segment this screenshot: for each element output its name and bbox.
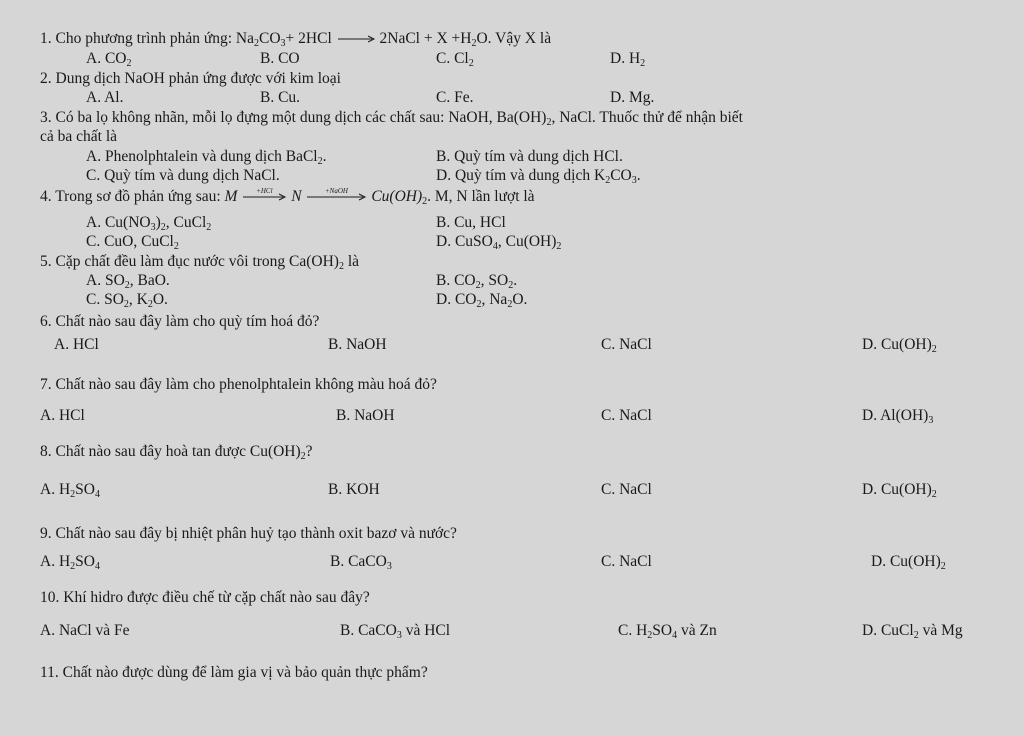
q9-option-b[interactable]: B. CaCO$_3$	[330, 553, 392, 572]
q4-option-b[interactable]: B. Cu, HCl	[436, 214, 506, 231]
q2-stem: 2. Dung dịch NaOH phản ứng được với kim loại	[40, 70, 341, 87]
q4-option-d[interactable]: D. CuSO$_4$, $Cu(OH)_2$	[436, 233, 562, 252]
q9-option-a[interactable]: A. $H_2SO_4$	[40, 553, 100, 572]
q3-stem-cont: cả ba chất là	[40, 128, 118, 145]
q11-stem: 11. Chất nào được dùng để làm gia vị và bảo quản thực phẩm?	[40, 664, 428, 681]
q6-option-c[interactable]: C. NaCl	[601, 336, 652, 353]
reaction-arrow-icon: +HCl	[241, 188, 287, 204]
q8-option-b[interactable]: B. KOH	[328, 481, 380, 498]
reaction-arrow-icon	[336, 30, 376, 46]
q9-stem: 9. Chất nào sau đây bị nhiệt phân huỷ tạo thành oxit bazơ và nước?	[40, 525, 457, 542]
q8-option-c[interactable]: C. NaCl	[601, 481, 652, 498]
q5-option-a[interactable]: A. $SO_2$, BaO.	[86, 272, 170, 291]
q3-option-c[interactable]: C. Quỳ tím và dung dịch NaCl.	[86, 167, 280, 184]
q4-stem: 4. Trong sơ đồ phản ứng sau: M +HCl N +NaOH $Cu(OH)_2$. M, N lần lượt là	[40, 187, 535, 207]
q1-option-d[interactable]: D. $H_2$	[610, 50, 646, 69]
q7-option-a[interactable]: A. HCl	[40, 407, 85, 424]
q2-option-a[interactable]: A. Al.	[86, 89, 124, 106]
q7-option-b[interactable]: B. NaOH	[336, 407, 395, 424]
q6-option-a[interactable]: A. HCl	[54, 336, 99, 353]
q5-option-b[interactable]: B. $CO_2$, $SO_2$.	[436, 272, 518, 291]
q1-stem: 1. Cho phương trình phản ứng: $Na_2CO_3+ 2HCl$ 2NaCl + $X +H_2O$. Vậy X là	[40, 30, 552, 49]
q3-option-d[interactable]: D. Quỳ tím và dung dịch $K_2CO_3$.	[436, 167, 641, 186]
q5-stem: 5. Cặp chất đều làm đục nước vôi trong $Ca(OH)_2$ là	[40, 253, 360, 272]
q10-option-a[interactable]: A. NaCl và Fe	[40, 622, 130, 639]
q3-stem: 3. Có ba lọ không nhãn, mỗi lọ đựng một dung dịch các chất sau: NaOH, $Ba(OH)_2$, NaCl. Thuốc thử để nhận biết	[40, 109, 743, 128]
q2-option-c[interactable]: C. Fe.	[436, 89, 474, 106]
q10-option-c[interactable]: C. $H_2SO_4$ và Zn	[618, 622, 717, 641]
q5-option-d[interactable]: D. $CO_2$, $Na_2O$.	[436, 291, 528, 310]
q3-option-a[interactable]: A. Phenolphtalein và dung dịch BaCl$_2$.	[86, 148, 327, 167]
q8-option-d[interactable]: D. $Cu(OH)_2$	[862, 481, 937, 500]
q2-option-b[interactable]: B. Cu.	[260, 89, 301, 106]
q4-option-c[interactable]: C. CuO, CuCl$_2$	[86, 233, 179, 252]
q8-stem: 8. Chất nào sau đây hoà tan được $Cu(OH)_2$?	[40, 443, 313, 462]
q4-option-a[interactable]: A. $Cu(NO_3)_2$, CuCl$_2$	[86, 214, 212, 233]
q1-option-c[interactable]: C. $Cl_2$	[436, 50, 474, 69]
q9-option-c[interactable]: C. NaCl	[601, 553, 652, 570]
q10-stem: 10. Khí hidro được điều chế từ cặp chất nào sau đây?	[40, 589, 370, 606]
q3-option-b[interactable]: B. Quỳ tím và dung dịch HCl.	[436, 148, 623, 165]
q6-option-b[interactable]: B. NaOH	[328, 336, 387, 353]
q9-option-d[interactable]: D. $Cu(OH)_2$	[871, 553, 946, 572]
reaction-arrow-icon: +NaOH	[305, 188, 367, 204]
q7-stem: 7. Chất nào sau đây làm cho phenolphtalein không màu hoá đỏ?	[40, 376, 437, 393]
q7-option-c[interactable]: C. NaCl	[601, 407, 652, 424]
q1-option-b[interactable]: B. CO	[260, 50, 300, 67]
q8-option-a[interactable]: A. $H_2SO_4$	[40, 481, 100, 500]
q7-option-d[interactable]: D. $Al(OH)_3$	[862, 407, 934, 426]
q10-option-b[interactable]: B. CaCO$_3$ và HCl	[340, 622, 451, 641]
q5-option-c[interactable]: C. $SO_2$, $K_2O$.	[86, 291, 168, 310]
q2-option-d[interactable]: D. Mg.	[610, 89, 655, 106]
q6-option-d[interactable]: D. $Cu(OH)_2$	[862, 336, 937, 355]
q6-stem: 6. Chất nào sau đây làm cho quỳ tím hoá đỏ?	[40, 313, 320, 330]
q10-option-d[interactable]: D. CuCl$_2$ và Mg	[862, 622, 963, 641]
q1-option-a[interactable]: A. $CO_2$	[86, 50, 132, 69]
